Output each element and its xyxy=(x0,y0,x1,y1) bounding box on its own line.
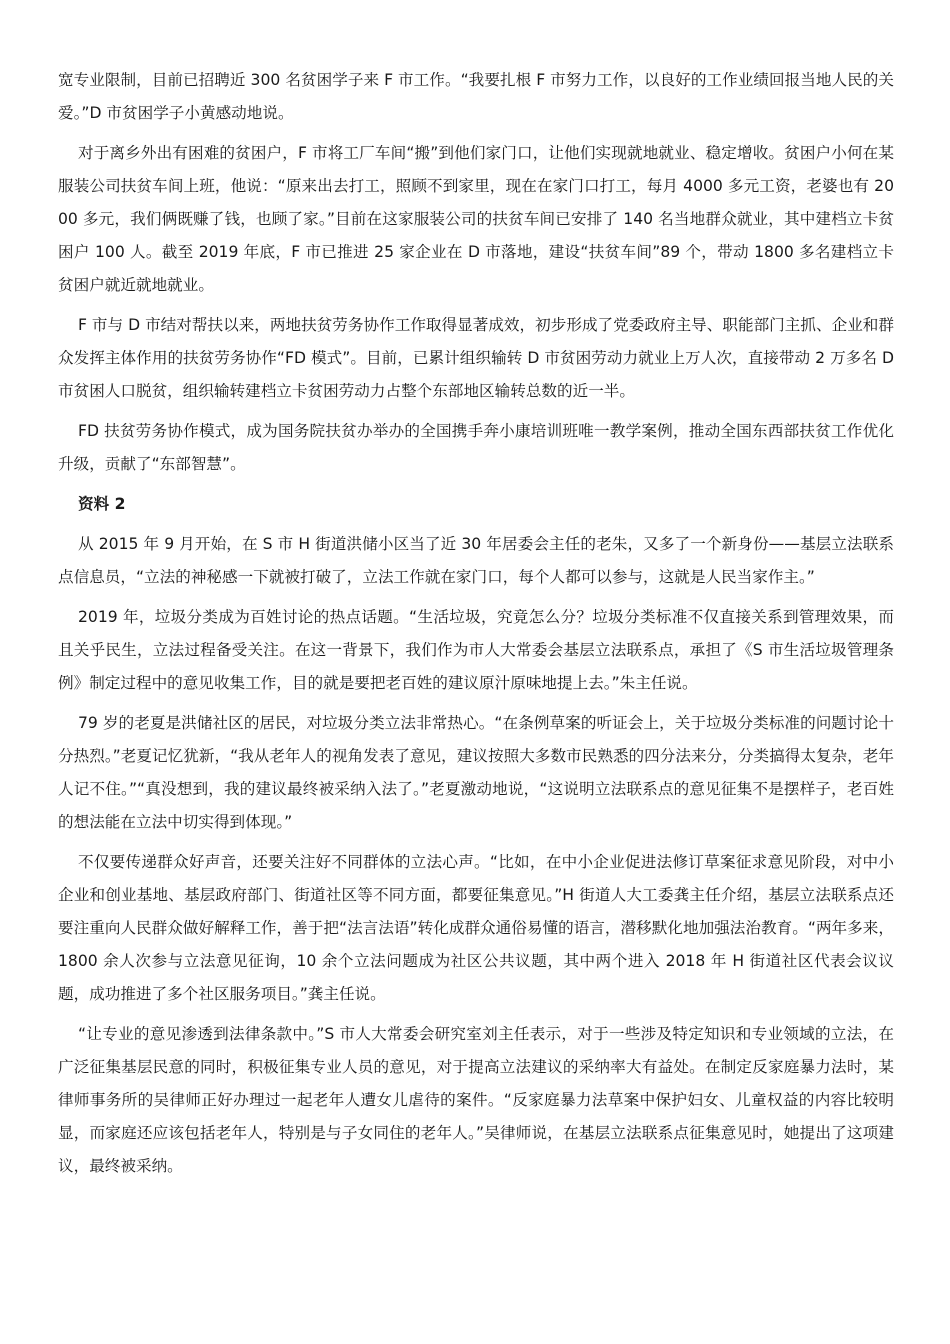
paragraph: 宽专业限制，目前已招聘近 300 名贫困学子来 F 市工作。“我要扎根 F 市努力工作，以良好的工作业绩回报当地人民的关爱。”D 市贫困学子小黄感动地说。 xyxy=(58,71,894,122)
paragraph: 79 岁的老夏是洪储社区的居民，对垃圾分类立法非常热心。“在条例草案的听证会上，关于垃圾分类标准的问题讨论十分热烈。”老夏记忆犹新，“我从老年人的视角发表了意见，建议按照大多数市民熟悉的四分法来分，分类搞得太复杂，老年人记不住。”“真没想到，我的建议最终被采纳入法了。”老夏激动地说，“这说明立法联系点的意见征集不是摆样子，老百姓的想法能在立法中切实得到体现。” xyxy=(58,714,894,831)
paragraph: F 市与 D 市结对帮扶以来，两地扶贫劳务协作工作取得显著成效，初步形成了党委政府主导、职能部门主抓、企业和群众发挥主体作用的扶贫劳务协作“FD 模式”。目前，已累计组织输转 D 市贫困劳动力就业上万人次，直接带动 2 万多名 D 市贫困人口脱贫，组织输转建档立卡贫困劳动力占整个东部地区输转总数的近一半。 xyxy=(58,316,894,400)
paragraph: 不仅要传递群众好声音，还要关注好不同群体的立法心声。“比如，在中小企业促进法修订草案征求意见阶段，对中小企业和创业基地、基层政府部门、街道社区等不同方面，都要征集意见。”H 街道人大工委龚主任介绍，基层立法联系点还要注重向人民群众做好解释工作，善于把“法言法语”转化成群众通俗易懂的语言，潜移默化地加强法治教育。“两年多来，1800 余人次参与立法意见征询，10 余个立法问题成为社区公共议题，其中两个进入 2018 年 H 街道社区代表会议议题，成功推进了多个社区服务项目。”龚主任说。 xyxy=(58,853,894,1003)
section-heading: 资料 2 xyxy=(78,495,126,513)
paragraph: 从 2015 年 9 月开始，在 S 市 H 街道洪储小区当了近 30 年居委会主任的老朱，又多了一个新身份——基层立法联系点信息员，“立法的神秘感一下就被打破了，立法工作就在家门口，每个人都可以参与，这就是人民当家作主。” xyxy=(58,535,894,586)
paragraph: 对于离乡外出有困难的贫困户，F 市将工厂车间“搬”到他们家门口，让他们实现就地就业、稳定增收。贫困户小何在某服装公司扶贫车间上班，他说：“原来出去打工，照顾不到家里，现在在家门口打工，每月 4000 多元工资，老婆也有 2000 多元，我们俩既赚了钱，也顾了家。”目前在这家服装公司的扶贫车间已安排了 140 名当地群众就业，其中建档立卡贫困户 100 人。截至 2019 年底，F 市已推进 25 家企业在 D 市落地，建设“扶贫车间”89 个，带动 1800 多名建档立卡贫困户就近就地就业。 xyxy=(58,144,894,294)
paragraph: 2019 年，垃圾分类成为百姓讨论的热点话题。“生活垃圾，究竟怎么分？垃圾分类标准不仅直接关系到管理效果，而且关乎民生，立法过程备受关注。在这一背景下，我们作为市人大常委会基层立法联系点，承担了《S 市生活垃圾管理条例》制定过程中的意见收集工作，目的就是要把老百姓的建议原汁原味地提上去。”朱主任说。 xyxy=(58,608,894,692)
paragraph: “让专业的意见渗透到法律条款中。”S 市人大常委会研究室刘主任表示，对于一些涉及特定知识和专业领域的立法，在广泛征集基层民意的同时，积极征集专业人员的意见，对于提高立法建议的采纳率大有益处。在制定反家庭暴力法时，某律师事务所的吴律师正好办理过一起老年人遭女儿虐待的案件。“反家庭暴力法草案中保护妇女、儿童权益的内容比较明显，而家庭还应该包括老年人，特别是与子女同住的老年人。”吴律师说，在基层立法联系点征集意见时，她提出了这项建议，最终被采纳。 xyxy=(58,1025,894,1175)
paragraph: FD 扶贫劳务协作模式，成为国务院扶贫办举办的全国携手奔小康培训班唯一教学案例，推动全国东西部扶贫工作优化升级，贡献了“东部智慧”。 xyxy=(58,422,894,473)
document-page xyxy=(58,64,894,1190)
